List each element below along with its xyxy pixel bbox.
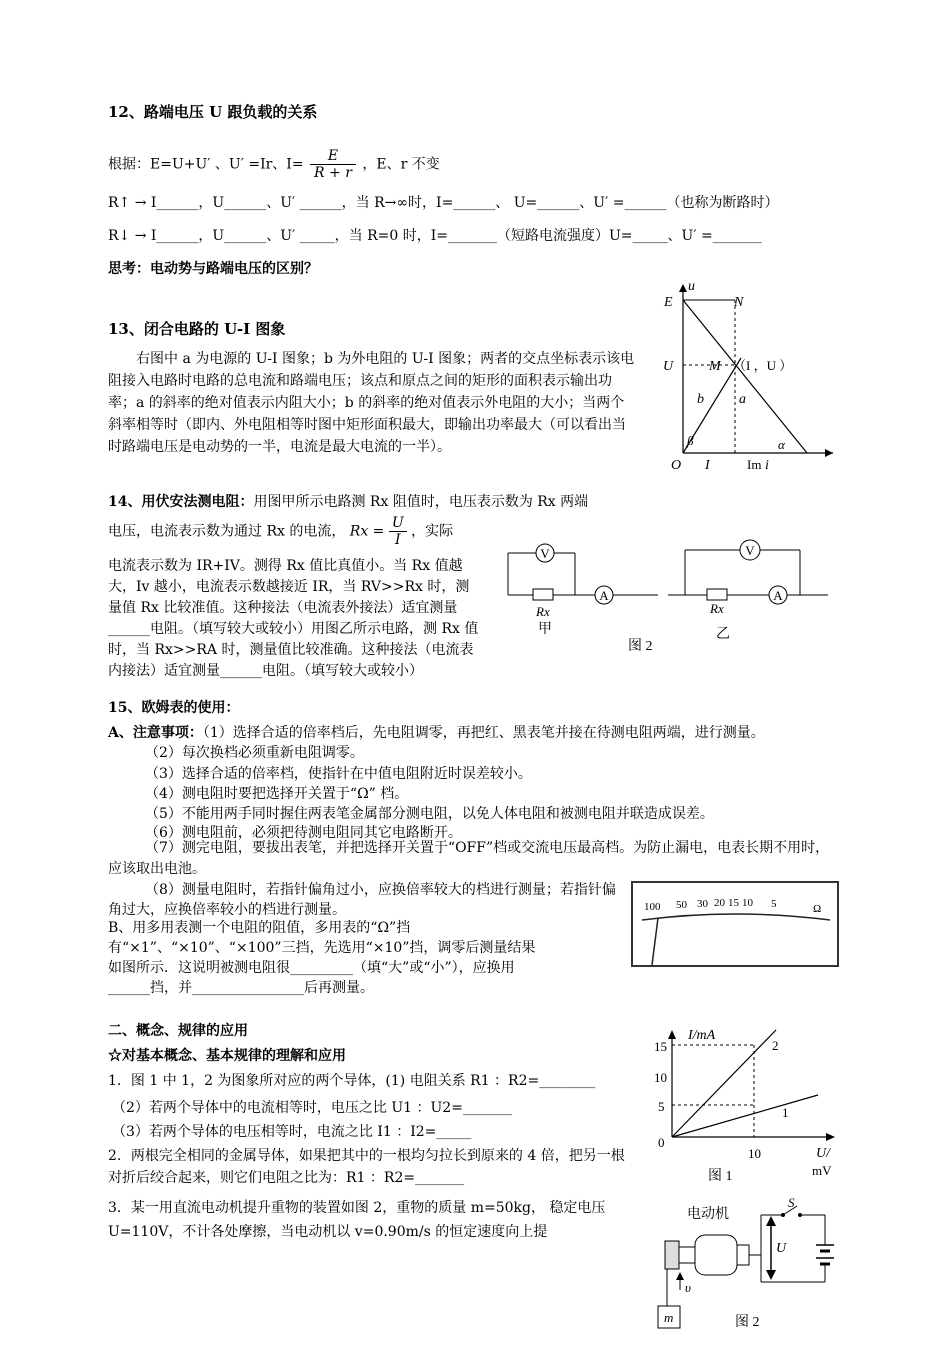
basis-line bbox=[108, 148, 440, 181]
basis-text: 根据：E=U+U′ 、U′ =Ir、I= bbox=[108, 156, 304, 173]
meter-tick-label: 15 bbox=[728, 897, 739, 909]
ohmmeter-note-1 bbox=[108, 722, 765, 742]
motor-shaft bbox=[679, 1247, 695, 1263]
circuit-yi bbox=[668, 540, 828, 642]
fraction-i: I bbox=[395, 532, 401, 548]
voltage-arrow-up bbox=[766, 1216, 776, 1226]
fig1-xlabel: U/ bbox=[816, 1146, 830, 1161]
fig2-caption: 图 2 bbox=[735, 1315, 760, 1330]
fig1-ytick: 0 bbox=[658, 1135, 665, 1150]
yi-caption: 乙 bbox=[716, 627, 730, 642]
label-b: b bbox=[697, 392, 704, 407]
fraction-u: U bbox=[389, 515, 407, 532]
fig1-ytick: 10 bbox=[654, 1070, 667, 1085]
basis-tail: ，E、r 不变 bbox=[362, 156, 440, 173]
jia-v-label: V bbox=[540, 546, 550, 561]
fraction-u-over-i bbox=[389, 515, 407, 548]
note-6: （6）测电阻前，必须把待测电阻同其它电路断开。 bbox=[145, 825, 462, 841]
fig1-ylabel: I/mA bbox=[688, 1028, 716, 1043]
question-2: 2．两根完全相同的金属导体，如果把其中的一根均匀拉长到原来的 4 倍，把另一根对折后绞合起来，则它们电阻之比为：R1 ：R2=_______ bbox=[108, 1148, 625, 1186]
label-a: a bbox=[739, 392, 746, 407]
label-O: O bbox=[671, 458, 682, 473]
ohmmeter-scale-image bbox=[630, 880, 842, 968]
fraction-numerator: E bbox=[310, 148, 356, 165]
question-3: 3．某一用直流电动机提升重物的装置如图 2，重物的质量 m=50kg， 稳定电压 U=110V，不计各处摩擦，当电动机以 v=0.90m/s 的恒定速度向上提 bbox=[108, 1200, 606, 1240]
note-8: （8）测量电阻时，若指针偏角过小，应换倍率较大的档进行测量；若指针偏角过大，应换倍率较小的档进行测量。 bbox=[108, 882, 616, 918]
section-12-heading: 12、路端电压 U 跟负载的关系 bbox=[108, 103, 318, 121]
label-U: U bbox=[663, 359, 674, 374]
section-14-line2 bbox=[108, 515, 453, 548]
fig1-y-arrow bbox=[668, 1030, 676, 1039]
question-1-part-2: （2）若两个导体中的电流相等时，电压之比 U1 ：U2=_______ bbox=[112, 1100, 512, 1116]
pulley bbox=[665, 1241, 679, 1269]
ui-y-arrow bbox=[679, 284, 687, 292]
fig1-line-2 bbox=[672, 1030, 776, 1137]
question-1-part-3: （3）若两个导体的电压相等时，电流之比 I1 ：I2=_____ bbox=[112, 1124, 472, 1140]
velocity-label: υ bbox=[685, 1280, 691, 1295]
yi-a-label: A bbox=[773, 588, 783, 603]
section-13-body: 右图中 a 为电源的 U-I 图象；b 为外电阻的 U-I 图象；两者的交点坐标表示该电阻接入电路时电路的总电流和路端电压；该点和原点之间的矩形的面积表示输出功率；a 的斜率的绝对值表示内阻大小；b 的斜率的绝对值表示外电阻的大小；当两个斜率相等时（即内、外电阻相等时图中矩形面积最大，即输出功率最大（可以看出当时路端电压是电动势的一半，电流是最大电流的一半）。 bbox=[108, 351, 635, 455]
section-14-heading: 14、用伏安法测电阻： bbox=[108, 494, 254, 510]
jia-a-label: A bbox=[599, 588, 609, 603]
label-u: u bbox=[688, 279, 695, 294]
jia-rx-label: Rx bbox=[536, 604, 550, 619]
jia-resistor bbox=[533, 589, 553, 600]
motor-body bbox=[695, 1235, 737, 1275]
fig1-x-arrow bbox=[826, 1133, 835, 1141]
section-15-heading: 15、欧姆表的使用： bbox=[108, 700, 240, 716]
think-question: 思考：电动势与路端电压的区别？ bbox=[108, 261, 318, 277]
section-13-heading: 13、闭合电路的 U-I 图象 bbox=[108, 320, 286, 338]
voltage-arrow-down bbox=[766, 1270, 776, 1280]
switch-label: S bbox=[788, 1198, 795, 1210]
question-1: 1．图 1 中 1，2 为图象所对应的两个导体，(1) 电阻关系 R1 ：R2=________ bbox=[108, 1073, 596, 1089]
ui-graph bbox=[655, 278, 840, 473]
section-14-line1-rest: 用图甲所示电路测 Rx 阻值时，电压表示数为 Rx 两端 bbox=[253, 494, 589, 510]
motor-end bbox=[737, 1245, 749, 1265]
label-N: N bbox=[734, 295, 744, 310]
section-14-body: 电流表示数为 IR+IV。测得 Rx 值比真值小。当 Rx 值越大，Iv 越小，电流表示数越接近 IR，当 RV>>Rx 时，测量值 Rx 比较准值。这种接法（电流表外接法）适宜测量______电阻。（填写较大或较小）用图乙所示电路，测 Rx 值时，当 Rx>>RA 时，测量值比较准确。这种接法（电流表内接法）适宜测量______电阻。（填写较大或较小） bbox=[108, 558, 479, 679]
note-5: （5）不能用两手同时握住两表笔金属部分测电阻，以免人体电阻和被测电阻并联造成误差。 bbox=[145, 806, 714, 822]
section-14-line2a: 电压，电流表示数为通过 Rx 的电流， bbox=[108, 523, 346, 540]
meter-tick-label: 50 bbox=[676, 899, 687, 911]
ui-x-arrow bbox=[825, 449, 833, 457]
velocity-arrowhead bbox=[676, 1272, 684, 1280]
section-14-line1 bbox=[108, 491, 588, 511]
note-2: （2）每次换档必须重新电阻调零。 bbox=[145, 745, 364, 761]
voltage-label: U bbox=[776, 1241, 787, 1256]
meter-frame bbox=[632, 882, 838, 966]
fraction-denominator: R + r bbox=[314, 165, 352, 181]
section-2-subheading: ☆对基本概念、基本规律的理解和应用 bbox=[108, 1048, 346, 1064]
label-I: I bbox=[705, 458, 710, 473]
jia-caption: 甲 bbox=[538, 622, 552, 637]
relation-row-1: R↑ → I______，U______、U′ ______，当 R→∞时，I=______、 U=______、U′ =______（也称为断路时） bbox=[108, 195, 779, 211]
note-1-text: （1）选择合适的倍率档后，先电阻调零，再把红、黑表笔并接在待测电阻两端，进行测量。 bbox=[202, 725, 765, 741]
fig1-xtick: 10 bbox=[748, 1146, 761, 1161]
multimeter-question: B、用多用表测一个电阻的阻值，多用表的“Ω”挡有“×1”、“×10”、“×100”三挡，先选用“×10”挡，调零后测量结果如图所示．这说明被测电阻很_________（填“大”或“小”），应换用______挡，并________________后再测量。 bbox=[108, 920, 536, 996]
fig1-ytick: 15 bbox=[654, 1039, 667, 1054]
fig1-ytick: 5 bbox=[658, 1099, 665, 1114]
fig1-line2-label: 2 bbox=[772, 1038, 779, 1053]
yi-v-label: V bbox=[745, 543, 755, 558]
note-7: （7）测完电阻，要拔出表笔，并把选择开关置于“OFF”档或交流电压最高档。为防止漏电，电表长期不用时，应该取出电池。 bbox=[108, 840, 830, 877]
label-E: E bbox=[664, 295, 673, 310]
notes-label: A、注意事项： bbox=[108, 725, 203, 741]
section-2-heading: 二、概念、规律的应用 bbox=[108, 1023, 248, 1039]
note-3: （3）选择合适的倍率档，使指针在中值电阻附近时误差较小。 bbox=[145, 766, 532, 782]
iu-graph-figure-1 bbox=[650, 1025, 840, 1195]
fig1-caption: 图 1 bbox=[708, 1169, 733, 1184]
label-coord: （I ，U ） bbox=[733, 358, 793, 373]
label-M: M bbox=[709, 359, 721, 374]
fraction-e-over-r bbox=[310, 148, 356, 181]
rx-formula-label: Rx = bbox=[349, 523, 385, 540]
switch-pivot bbox=[781, 1213, 785, 1217]
fig1-line1-label: 1 bbox=[782, 1105, 789, 1120]
meter-tick-label: 10 bbox=[742, 897, 753, 909]
label-alpha: α bbox=[778, 437, 785, 452]
label-beta: β bbox=[687, 433, 694, 448]
yi-rx-label: Rx bbox=[710, 601, 724, 616]
relation-row-2: R↓ → I______，U______、U′ _____，当 R=0 时，I=_______（短路电流强度）U=_____、U′ =_______ bbox=[108, 228, 762, 244]
fig1-line-1 bbox=[672, 1095, 818, 1137]
circuit-jia bbox=[508, 544, 658, 637]
note-4: （4）测电阻时要把选择开关置于“Ω” 档。 bbox=[145, 786, 409, 802]
motor-circuit-figure-2 bbox=[655, 1198, 845, 1338]
motor-label: 电动机 bbox=[687, 1207, 729, 1222]
meter-tick-label: 5 bbox=[771, 898, 777, 910]
ui-line-a bbox=[683, 300, 807, 453]
meter-tick-label: 30 bbox=[697, 898, 708, 910]
meter-tick-label: 20 bbox=[714, 897, 725, 909]
figure-2-caption: 图 2 bbox=[628, 639, 653, 654]
mass-label: m bbox=[664, 1310, 674, 1325]
yi-resistor bbox=[707, 589, 727, 600]
meter-tick-label: Ω bbox=[813, 903, 822, 915]
section-14-line2b: ，实际 bbox=[411, 523, 454, 540]
label-Im: Im bbox=[747, 457, 762, 472]
label-i: i bbox=[765, 458, 769, 473]
voltammeter-circuits bbox=[500, 538, 835, 658]
meter-tick-label: 100 bbox=[644, 901, 661, 913]
fig1-xunit: mV bbox=[812, 1163, 832, 1178]
